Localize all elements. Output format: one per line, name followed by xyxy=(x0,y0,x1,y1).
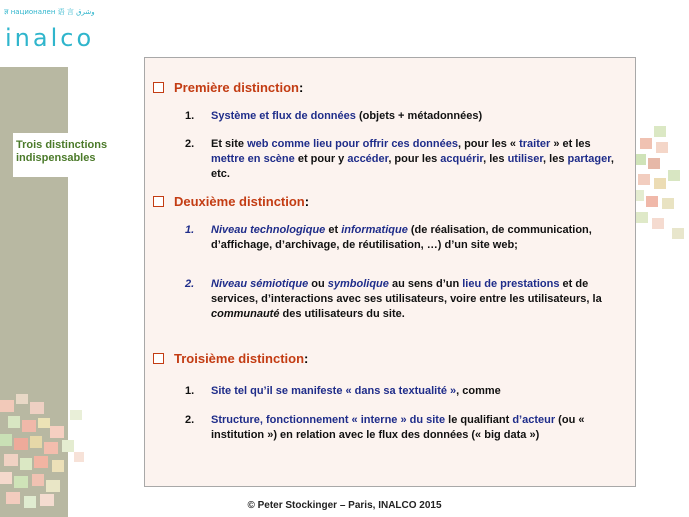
item-number: 2. xyxy=(185,138,195,150)
list-item xyxy=(185,384,625,399)
text-part: Site tel qu’il se manifeste « dans sa textualité » xyxy=(211,385,457,397)
sidebar-label: Trois distinctions indispensables xyxy=(16,139,108,164)
footer-copyright: © Peter Stockinger – Paris, INALCO 2015 xyxy=(247,500,442,511)
text-part: acquérir xyxy=(440,153,484,165)
list-item xyxy=(185,277,625,322)
list-item xyxy=(185,137,625,182)
text-part: Niveau sémiotique xyxy=(211,278,309,290)
section-title-text: Première distinction xyxy=(174,80,299,95)
text-part: partager xyxy=(567,153,611,165)
text-part: lieu de prestations xyxy=(462,278,560,290)
text-part: au sens d’un xyxy=(388,278,463,290)
text-part: Et site xyxy=(211,138,248,150)
decorative-squares-left xyxy=(0,390,110,517)
text-part: , les xyxy=(483,153,508,165)
text-part: , etc. xyxy=(211,153,614,180)
text-part: mettre en scène xyxy=(211,153,295,165)
decorative-squares-right xyxy=(632,126,689,246)
text-part: et de services, d’interactions avec ses utilisateurs, voire entre les utilisateurs, la xyxy=(211,278,602,305)
text-part: traiter xyxy=(519,138,551,150)
item-number: 2. xyxy=(185,414,195,426)
text-part: , pour les « xyxy=(457,138,520,150)
colon: : xyxy=(298,80,304,95)
text-part: d’acteur xyxy=(512,414,556,426)
text-part: et pour y xyxy=(294,153,348,165)
text-part: Structure, fonctionnement « interne » du site xyxy=(211,414,446,426)
checkbox-bullet-icon xyxy=(153,353,164,364)
content-panel xyxy=(144,57,636,487)
text-part: Niveau technologique xyxy=(211,224,326,236)
text-part: » et les xyxy=(550,138,591,150)
text-part: (ou « institution ») en relation avec le flux des données (« big data ») xyxy=(211,414,585,441)
svg-text:ज्ञ национален 语 言 ﻭﺷﺮﻕ: ज्ञ национален 语 言 ﻭﺷﺮﻕ xyxy=(4,8,95,16)
section-title-text: Troisième distinction xyxy=(174,351,305,366)
inalco-logo xyxy=(4,4,124,52)
checkbox-bullet-icon xyxy=(153,82,164,93)
item-number: 1. xyxy=(185,224,195,236)
text-part: web comme lieu pour offrir ces données xyxy=(247,138,458,150)
item-number: 1. xyxy=(185,385,195,397)
item-number: 2. xyxy=(185,278,195,290)
text-part: , pour les xyxy=(388,153,441,165)
text-part: accéder xyxy=(347,153,389,165)
text-part: , les xyxy=(543,153,568,165)
item-number: 1. xyxy=(185,110,195,122)
section-title-3 xyxy=(153,351,308,367)
section-title-text: Deuxième distinction xyxy=(174,194,305,209)
text-part: des utilisateurs du site. xyxy=(279,308,405,320)
text-part: informatique xyxy=(341,224,408,236)
text-part: , comme xyxy=(456,385,501,397)
colon: : xyxy=(304,351,309,366)
text-part: Système et flux de données xyxy=(211,110,356,122)
text-part: (objets + métadonnées) xyxy=(355,110,483,122)
text-part: le qualifiant xyxy=(445,414,513,426)
text-part: et xyxy=(325,224,342,236)
section-title-1 xyxy=(153,80,303,96)
text-part: ou xyxy=(308,278,328,290)
text-part: utiliser xyxy=(507,153,544,165)
logo-scripts-text xyxy=(4,4,114,18)
text-part: (de réalisation, de communication, d’affichage, d’archivage, de réutilisation, …) d’un site web; xyxy=(211,224,592,251)
list-item xyxy=(185,109,625,124)
logo-wordmark: inalco xyxy=(5,24,95,52)
list-item xyxy=(185,223,625,253)
colon: : xyxy=(304,194,310,209)
section-title-2 xyxy=(153,194,309,210)
sidebar-label-box xyxy=(13,133,128,177)
text-part: symbolique xyxy=(327,278,389,290)
checkbox-bullet-icon xyxy=(153,196,164,207)
text-part: communauté xyxy=(211,308,280,320)
list-item xyxy=(185,413,625,443)
